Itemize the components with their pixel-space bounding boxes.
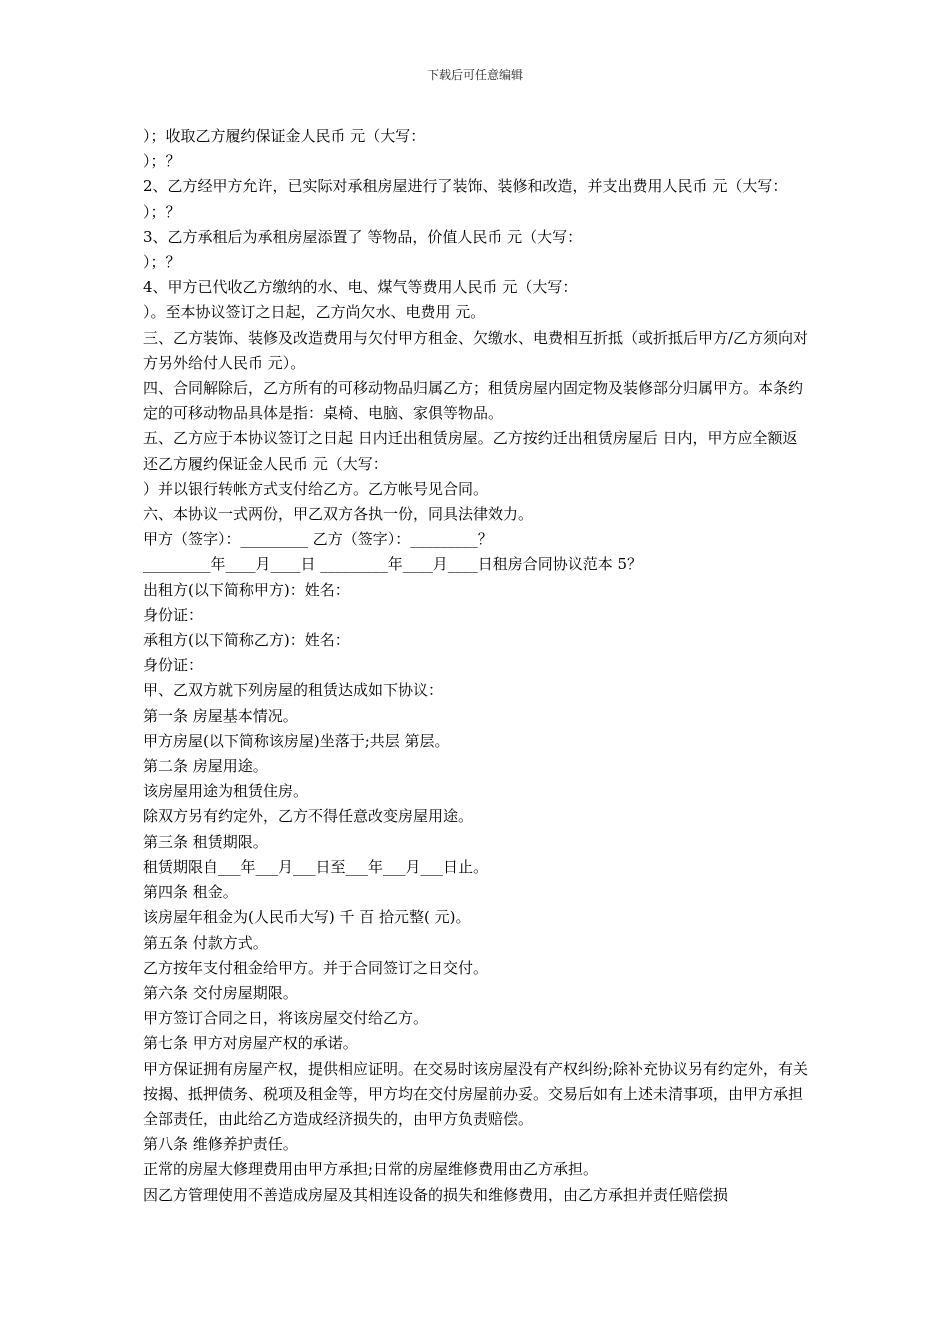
paragraph-line: 四、合同解除后，乙方所有的可移动物品归属乙方；租赁房屋内固定物及装修部分归属甲方。本条约定的可移动物品具体是指：桌椅、电脑、家俱等物品。	[143, 379, 804, 423]
paragraph-line: 除双方另有约定外，乙方不得任意改变房屋用途。	[143, 807, 474, 826]
paragraph-line: 乙方按年支付租金给甲方。并于合同签订之日交付。	[143, 958, 489, 977]
paragraph-line: ）；收取乙方履约保证金人民币 元（大写：	[143, 127, 426, 145]
page-header: 下载后可任意编辑	[426, 68, 523, 82]
paragraph-line: 第四条 租金。	[143, 883, 238, 902]
paragraph-line: _________年____月____日 _________年____月____日租房合同协议范本 5？	[143, 555, 643, 574]
paragraph-line: 第二条 房屋用途。	[143, 757, 268, 776]
paragraph-line: ）并以银行转帐方式支付给乙方。乙方帐号见合同。	[143, 479, 489, 498]
paragraph-line: 甲、乙双方就下列房屋的租赁达成如下协议：	[143, 681, 444, 700]
paragraph-line: 第六条 交付房屋期限。	[143, 983, 298, 1002]
paragraph-line: 因乙方管理使用不善造成房屋及其相连设备的损失和维修费用，由乙方承担并责任赔偿损	[143, 1185, 729, 1204]
paragraph-line: 正常的房屋大修理费用由甲方承担;日常的房屋维修费用由乙方承担。	[143, 1160, 599, 1179]
paragraph-line: 租赁期限自___年___月___日至___年___月___日止。	[143, 857, 489, 876]
paragraph-line: 甲方保证拥有房屋产权，提供相应证明。在交易时该房屋没有产权纠纷;除补充协议另有约定外，有关按揭、抵押债务、税项及租金等，甲方均在交付房屋前办妥。交易后如有上述未清事项，由甲方承担全部责任，由此给乙方造成经济损失的，由甲方负责赔偿。	[143, 1059, 809, 1128]
paragraph-line: 4、甲方已代收乙方缴纳的水、电、煤气等费用人民币 元（大写：	[143, 278, 578, 297]
paragraph-line: 第一条 房屋基本情况。	[143, 706, 298, 725]
document-body	[143, 124, 809, 1208]
paragraph-line: 甲方房屋(以下简称该房屋)坐落于;共层 第层。	[143, 731, 450, 750]
paragraph-line: 该房屋用途为租赁住房。	[143, 782, 309, 801]
paragraph-line: 第五条 付款方式。	[143, 933, 268, 952]
paragraph-line: 第三条 租赁期限。	[143, 832, 268, 851]
paragraph-line: ）；？	[143, 152, 181, 171]
paragraph-line: 五、乙方应于本协议签订之日起 日内迁出租赁房屋。乙方按约迁出租赁房屋后 日内，甲方应全额返还乙方履约保证金人民币 元（大写：	[143, 429, 798, 473]
paragraph-line: 2、乙方经甲方允许，已实际对承租房屋进行了装饰、装修和改造，并支出费用人民币 元（大写：	[143, 177, 788, 196]
paragraph-line: 身份证：	[143, 605, 204, 624]
paragraph-line: ）。至本协议签订之日起，乙方尚欠水、电费用 元。	[143, 303, 486, 322]
paragraph-line: 甲方（签字）：_________ 乙方（签字）：_________？	[143, 530, 493, 549]
paragraph-line: 甲方签订合同之日，将该房屋交付给乙方。	[143, 1009, 429, 1028]
paragraph-line: 该房屋年租金为(人民币大写) 千 百 拾元整( 元)。	[143, 908, 471, 927]
paragraph-line: 六、本协议一式两份，甲乙双方各执一份，同具法律效力。	[143, 505, 534, 524]
paragraph-line: ）；？	[143, 253, 181, 272]
paragraph-line: 3、乙方承租后为承租房屋添置了 等物品，价值人民币 元（大写：	[143, 227, 583, 246]
paragraph-line: 第七条 甲方对房屋产权的承诺。	[143, 1034, 358, 1053]
paragraph-line: 三、乙方装饰、装修及改造费用与欠付甲方租金、欠缴水、电费相互折抵（或折抵后甲方/乙方须向对方另外给付人民币 元）。	[143, 328, 809, 372]
paragraph-line: 第八条 维修养护责任。	[143, 1135, 298, 1154]
paragraph-line: 承租方(以下简称乙方)：姓名：	[143, 631, 350, 650]
paragraph-line: 身份证：	[143, 656, 204, 675]
paragraph-line: 出租方(以下简称甲方)：姓名：	[143, 580, 350, 599]
paragraph-line: ）；？	[143, 202, 181, 221]
